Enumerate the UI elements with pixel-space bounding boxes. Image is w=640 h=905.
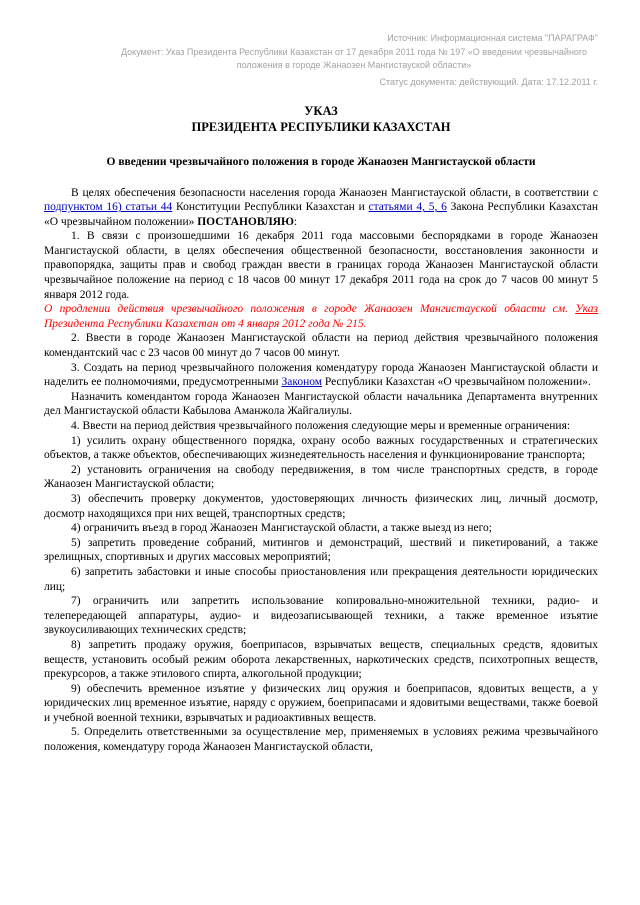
text-run: 7) ограничить или запретить использование копировально-множительной техники, радио- и телепередающей аппаратуры, аудио- и видеозаписывающей техники, а также временное изъятие звукоусиливающих технических средств; [44,595,598,637]
text-run: 3. Создать на период чрезвычайного положения комендатуру города Жанаозен Мангистауской области и наделить ее полномочиями, предусмотренными [44,361,598,389]
text-run: Республики Казахстан «О чрезвычайном положении». [322,376,591,389]
text-run: 8) запретить продажу оружия, боеприпасов, взрывчатых веществ, специальных средств, ядовитых веществ, установить особый режим оборота лекарственных, наркотических средств, психотропных веществ, прекурсоров, а также этилового спирта, алкогольной продукции; [44,638,598,681]
document-body [44,186,598,755]
text-run: 6) запретить забастовки и иные способы приостановления или прекращения деятельности юридических лиц; [44,565,598,593]
measure-1 [44,434,598,463]
document-meta [44,32,598,89]
item-4-paragraph [44,419,598,434]
item-1-paragraph [44,229,598,302]
document-link[interactable]: подпунктом 16) статьи 44 [44,201,173,214]
text-run: 2. Ввести в городе Жанаозен Мангистауской области на период действия чрезвычайного положения комендантский час с 23 часов 00 минут до 7 часов 00 минут. [44,332,598,360]
text-run: : [293,215,298,228]
measure-5 [44,536,598,565]
text-run: Назначить комендантом города Жанаозен Мангистауской области начальника Департамента внутренних дел Мангистауской области Кабылова Аманжола Жайгалиулы. [44,390,598,418]
text-run: В целях обеспечения безопасности населения города Жанаозен Мангистауской области, в соответствии с [71,186,598,199]
document-link[interactable]: статьями 4, 5, 6 [368,201,447,214]
text-run: 5) запретить проведение собраний, митингов и демонстраций, шествий и пикетирований, а также зрелищных, спортивных и других массовых мероприятий; [44,536,598,564]
text-run: Президента Республики Казахстан от 4 января 2012 года № 215. [44,317,367,330]
measure-2 [44,463,598,492]
text-run: 4) ограничить въезд в город Жанаозен Мангистауской области, а также выезд из него; [71,522,493,535]
title-issuer: ПРЕЗИДЕНТА РЕСПУБЛИКИ КАЗАХСТАН [191,120,451,135]
commandant-appointment-paragraph [44,390,598,419]
item-3-paragraph [44,361,598,390]
title-kind: УКАЗ [304,104,338,118]
text-run: 4. Ввести на период действия чрезвычайного положения следующие меры и временные ограничения: [71,420,571,432]
item-5-paragraph [44,725,598,754]
text-run: О продлении действия чрезвычайного положения в городе Жанаозен Мангистауской области см. [44,303,576,316]
measure-3 [44,492,598,521]
meta-document-line: Документ: Указ Президента Республики Казахстан от 17 декабря 2011 года № 197 «О введении чрезвычайного положения в городе Жанаозен Мангистауской области» [120,46,588,70]
text-run: 2) установить ограничения на свободу передвижения, в том числе транспортных средств, в городе Жанаозен Мангистауской области; [44,463,598,491]
item-2-paragraph [44,331,598,360]
text-run: 3) обеспечить проверку документов, удостоверяющих личность физических лиц, личный досмотр, досмотр находящихся при них вещей, транспортных средств; [44,492,598,520]
prolongation-note [44,302,598,331]
document-title [44,103,598,136]
text-run: 9) обеспечить временное изъятие у физических лиц оружия и боеприпасов, ядовитых веществ, а у юридических лиц временное изъятие, наряду с оружием, боеприпасами и ядовитыми веществами, также боевой и учебной военной техники, взрывчатых и радиоактивных веществ. [44,682,598,724]
text-run: 5. Определить ответственными за осуществление мер, применяемых в условиях режима чрезвычайного положения, комендатуру города Жанаозен Мангистауской области, [44,726,598,754]
text-run: 1) усилить охрану общественного порядка, охрану особо важных государственных и стратегических объектов, а также объектов, обеспечивающих жизнедеятельность населения и функционирование транспорта; [44,434,598,462]
measure-4 [44,521,598,536]
document-subject: О введении чрезвычайного положения в городе Жанаозен Мангистауской области [106,155,536,168]
measure-9 [44,682,598,726]
measure-7 [44,594,598,638]
text-run: 1. В связи с произошедшими 16 декабря 2011 года массовыми беспорядками в городе Жанаозен Мангистауской области, в целях обеспечения общественной безопасности, восстановления законности и правопорядка, защиты прав и свобод граждан ввести в границах города Жанаозен Мангистауской области чрезвычайное положение на период с 18 часов 00 минут 17 декабря 2011 года на срок до 7 часов 00 минут 5 января 2012 года. [44,230,598,301]
text-run: Закона Республики Казахстан «О чрезвычайном положении» [44,201,598,228]
meta-source-line: Источник: Информационная система "ПАРАГРАФ" [387,33,598,43]
measure-8 [44,638,598,682]
preamble-paragraph [44,186,598,230]
document-link[interactable]: Законом [281,376,323,389]
text-run: Конституции Республики Казахстан и [172,201,369,214]
meta-status-line: Статус документа: действующий. Дата: 17.12.2011 г. [379,76,598,87]
document-link[interactable]: Указ [575,303,598,316]
measure-6 [44,565,598,594]
bold-text-run: ПОСТАНОВЛЯЮ [197,215,294,228]
